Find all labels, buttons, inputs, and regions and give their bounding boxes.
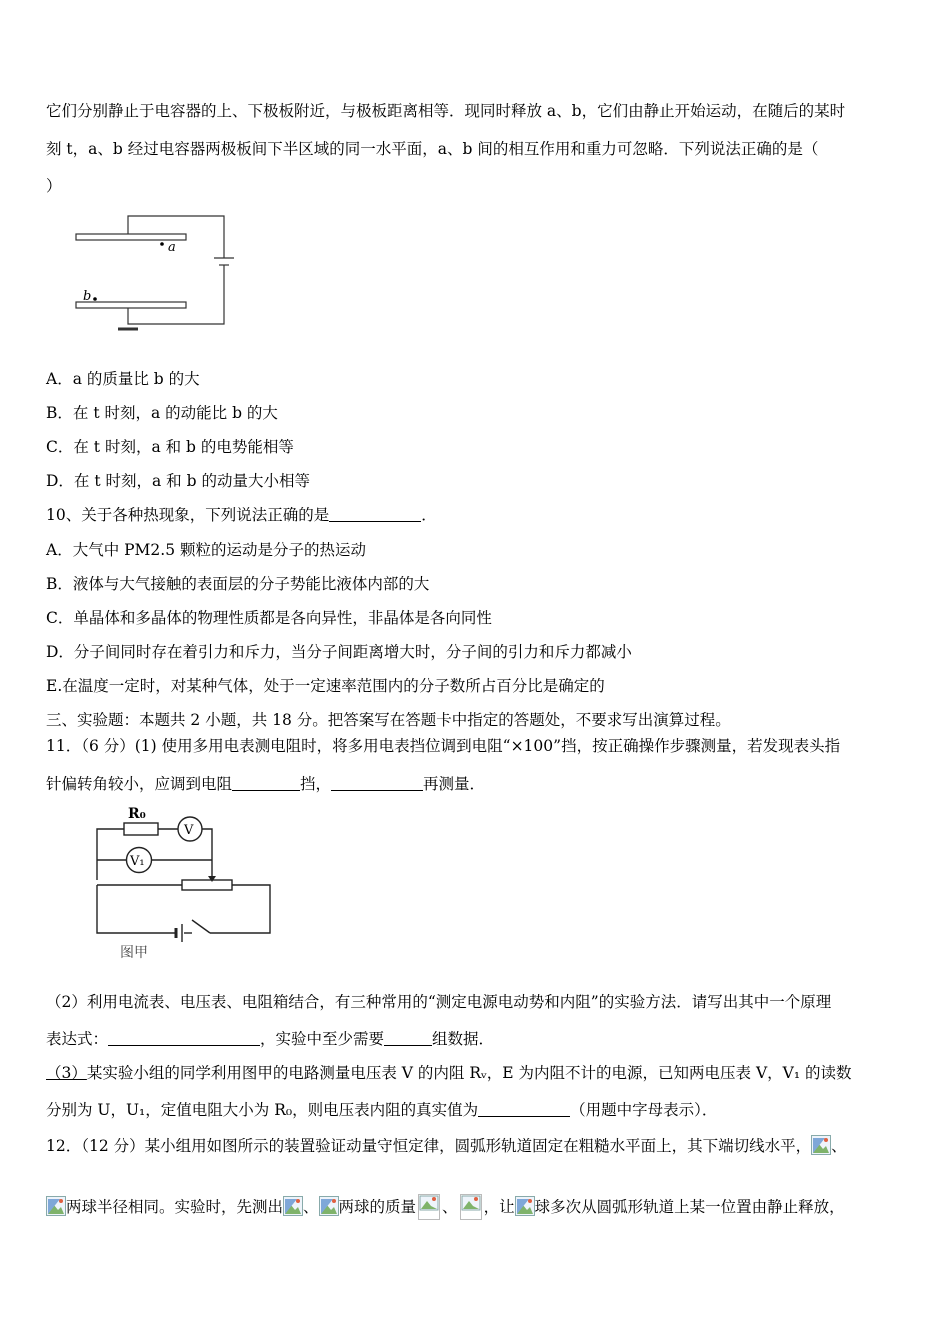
q11-part2-text-c: 组数据． — [432, 1030, 495, 1048]
q11-part3-text: 某实验小组的同学利用图甲的电路测量电压表 V 的内阻 Rᵥ，E 为内阻不计的电源，已知两电压表 V，V₁ 的读数 — [86, 1064, 852, 1082]
broken-image-icon — [418, 1194, 440, 1220]
q12-text-2e: ，让 — [483, 1198, 515, 1216]
q12-text-2a: 两球半径相同。实验时，先测出 — [66, 1198, 284, 1216]
broken-image-icon — [46, 1196, 66, 1216]
q10-option-b: B．液体与大气接触的表面层的分子势能比液体内部的大 — [46, 575, 430, 593]
q9-stem-line-2: 刻 t，a、b 经过电容器两极板间下半区域的同一水平面，a、b 间的相互作用和重力可忽略．下列说法正确的是（ — [46, 140, 819, 158]
q11-part3-line-2 — [46, 1100, 717, 1120]
figure-caption: 图甲 — [120, 945, 148, 961]
q10-option-c: C．单晶体和多晶体的物理性质都是各向异性，非晶体是各向同性 — [46, 609, 492, 627]
q11-expression-blank[interactable] — [108, 1030, 260, 1046]
particle-b — [93, 297, 97, 301]
q11-part2-text-b: ，实验中至少需要 — [260, 1030, 385, 1048]
label-v: V — [184, 823, 194, 838]
q9-option-c: C．在 t 时刻，a 和 b 的电势能相等 — [46, 438, 294, 456]
circuit-figure — [92, 800, 277, 965]
q12-text-1-end: 、 — [831, 1137, 847, 1155]
q10-stem-end: ． — [421, 506, 437, 524]
rheostat — [182, 880, 232, 890]
section-3-heading: 三、实验题：本题共 2 小题，共 18 分。把答案写在答题卡中指定的答题处，不要求写出演算过程。 — [46, 711, 731, 729]
q9-option-b: B．在 t 时刻，a 的动能比 b 的大 — [46, 404, 278, 422]
q10-stem-text: 10、关于各种热现象，下列说法正确的是 — [46, 506, 330, 524]
lower-plate — [76, 302, 186, 308]
q11-part1-text-b: 挡， — [300, 775, 332, 793]
label-r0: R₀ — [128, 806, 146, 822]
q9-stem-line-3: ） — [46, 177, 62, 195]
q12-text-2b: 、 — [303, 1198, 319, 1216]
q9-option-a: A．a 的质量比 b 的大 — [46, 370, 200, 388]
q9-option-d: D．在 t 时刻，a 和 b 的动量大小相等 — [46, 472, 310, 490]
q11-part1-line-1: 11．（6 分）(1) 使用多用电表测电阻时，将多用电表挡位调到电阻“×100”挡，按正确操作步骤测量，若发现表头指 — [46, 737, 841, 755]
capacitor-figure — [72, 208, 242, 338]
q12-line-2 — [46, 1194, 845, 1220]
q10-option-a: A．大气中 PM2.5 颗粒的运动是分子的热运动 — [46, 541, 366, 559]
broken-image-icon — [515, 1196, 535, 1216]
label-a: a — [168, 240, 176, 255]
bottom-left-wire — [97, 885, 176, 933]
v-to-slider-wire — [202, 829, 212, 878]
lower-wire — [128, 265, 224, 324]
q12-text-1: 12．（12 分）某小组用如图所示的装置验证动量守恒定律，圆弧形轨道固定在粗糙水平面上，其下端切线水平， — [46, 1137, 812, 1155]
broken-image-icon — [460, 1194, 482, 1220]
q11-part1-line-2 — [46, 774, 485, 794]
q12-text-2c: 两球的质量 — [338, 1198, 417, 1216]
q10-option-d: D．分子间同时存在着引力和斥力，当分子间距离增大时，分子间的引力和斥力都减小 — [46, 643, 632, 661]
q11-part1-text-c: 再测量． — [423, 775, 486, 793]
q11-part2-line-2 — [46, 1029, 494, 1049]
q10-stem — [46, 505, 437, 525]
q11-part3-text-c: （用题中字母表示）． — [570, 1101, 718, 1119]
q11-part2-text-a: 表达式： — [46, 1030, 109, 1048]
q11-part3-text-b: 分别为 U，U₁，定值电阻大小为 R₀，则电压表内阻的真实值为 — [46, 1101, 479, 1119]
q11-groups-blank[interactable] — [384, 1030, 432, 1046]
label-b: b — [83, 289, 92, 304]
broken-image-icon — [811, 1135, 831, 1155]
broken-image-icon — [319, 1196, 339, 1216]
q12-text-2f: 球多次从圆弧形轨道上某一位置由静止释放， — [534, 1198, 845, 1216]
q11-part1-text-a: 针偏转角较小，应调到电阻 — [46, 775, 233, 793]
q11-rv-blank[interactable] — [478, 1101, 570, 1117]
slider-arrow — [208, 876, 216, 882]
resistor-r0 — [124, 823, 158, 835]
right-wire — [210, 885, 270, 933]
q12-line-1 — [46, 1135, 847, 1156]
switch-blade — [192, 920, 210, 933]
q12-text-2d: 、 — [442, 1198, 458, 1216]
q11-range-blank[interactable] — [232, 775, 300, 791]
top-wire — [97, 829, 124, 880]
q10-option-e: E.在温度一定时，对某种气体，处于一定速率范围内的分子数所占百分比是确定的 — [46, 677, 605, 695]
particle-a — [160, 242, 164, 246]
q9-stem-line-1: 它们分别静止于电容器的上、下极板附近，与极板距离相等．现同时释放 a、b，它们由静止开始运动，在随后的某时 — [46, 102, 846, 120]
broken-image-icon — [283, 1196, 303, 1216]
label-v1: V₁ — [130, 854, 145, 869]
q11-part2-line-1: （2）利用电流表、电压表、电阻箱结合，有三种常用的“测定电源电动势和内阻”的实验方法．请写出其中一个原理 — [46, 993, 832, 1011]
q10-answer-blank[interactable] — [329, 506, 421, 522]
q11-step-blank[interactable] — [331, 775, 423, 791]
q11-part3-number: （3） — [46, 1064, 87, 1082]
q11-part3-line-1 — [46, 1063, 852, 1083]
